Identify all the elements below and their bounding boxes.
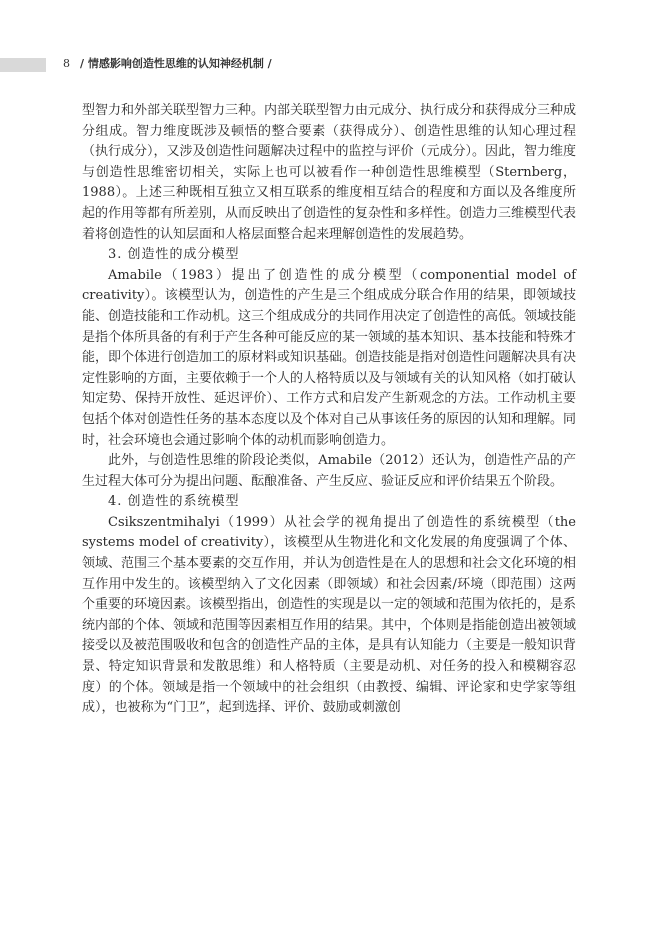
page-number: 8 (63, 57, 70, 70)
paragraph-continued: 型智力和外部关联型智力三种。内部关联型智力由元成分、执行成分和获得成分三种成分组成。智力维度既涉及顿悟的整合要素（获得成分）、创造性思维的认知心理过程（执行成分），又涉及创造性问题解决过程中的监控与评价（元成分）。因此，智力维度与创造性思维密切相关，实际上也可以被看作一种创造性思维模型（Sternberg，1988）。上述三种既相互独立又相互联系的维度相互结合的程度和方面以及各维度所起的作用等都有所差别，从而反映出了创造性的复杂性和多样性。创造力三维模型代表着将创造性的认知层面和人格层面整合起来理解创造性的发展趋势。 (82, 103, 577, 242)
paragraph-amabile-stages: 此外，与创造性思维的阶段论类似，Amabile（2012）还认为，创造性产品的产生过程大体可分为提出问题、酝酿准备、产生反应、验证反应和评价结果五个阶段。 (82, 453, 576, 489)
paragraph-componential-model: Amabile（1983）提出了创造性的成分模型（componential model of creativity）。该模型认为，创造性的产生是三个组成成分联合作用的结果，即领域技能、创造技能和工作动机。这三个组成成分的共同作用决定了创造性的高低。领域技能是指个体所具备的有利于产生各种可能反应的某一领域的基本知识、基本技能和特殊才能，即个体进行创造加工的原材料或知识基础。创造技能是指对创造性问题解决具有决定性影响的方面，主要依赖于一个人的人格特质以及与领域有关的认知风格（如打破认知定势、保持开放性、延迟评价）、工作方式和启发产生新观念的方法。工作动机主要包括个体对创造性任务的基本态度以及个体对自己从事该任务的原因的认知和理解。同时，社会环境也会通过影响个体的动机而影响创造力。 (82, 267, 577, 448)
section-heading-componential-model: 3. 创造性的成分模型 (108, 247, 240, 263)
page-body (82, 101, 576, 719)
header-decor-bar (0, 58, 46, 72)
running-title: / 情感影响创造性思维的认知神经机制 / (80, 57, 272, 70)
section-heading-systems-model: 4. 创造性的系统模型 (108, 494, 240, 510)
paragraph-systems-model: Csikszentmihalyi（1999）从社会学的视角提出了创造性的系统模型（the systems model of creativity），该模型从生物进化和文化发展的角度强调了个体、领域、范围三个基本要素的交互作用，并认为创造性是在人的思想和社会文化环境的相互作用中发生的。该模型纳入了文化因素（即领域）和社会因素/环境（即范围）这两个重要的环境因素。该模型指出，创造性的实现是以一定的领域和范围为依托的，是系统内部的个体、领域和范围等因素相互作用的结果。其中，个体则是指能创造出被领域接受以及被范围吸收和包含的创造性产品的主体，是具有认知能力（主要是一般知识背景、特定知识背景和发散思维）和人格特质（主要是动机、对任务的投入和模糊容忍度）的个体。领域是指一个领域中的社会组织（由教授、编辑、评论家和史学家等组成），也被称为“门卫”，起到选择、评价、鼓励或刺激创 (82, 514, 577, 716)
